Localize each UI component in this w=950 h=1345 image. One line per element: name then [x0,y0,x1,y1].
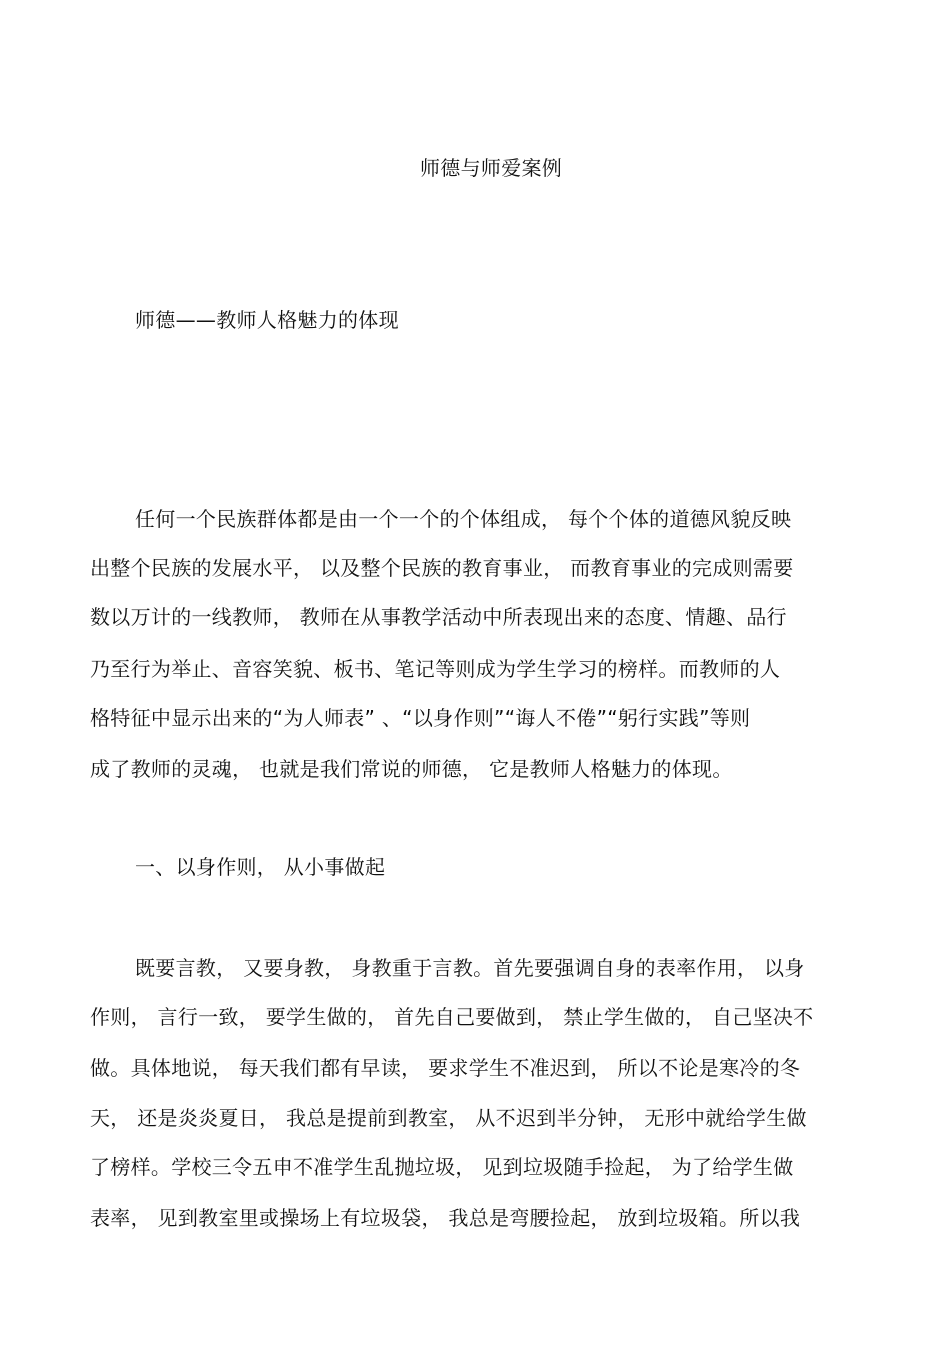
paragraph-line: 任何一个民族群体都是由一个一个的个体组成， 每个个体的道德风貌反映 [135,507,792,531]
paragraph-line: 了榜样。学校三令五申不准学生乱抛垃圾， 见到垃圾随手捡起， 为了给学生做 [90,1155,794,1179]
document-title: 师德与师爱案例 [420,156,563,180]
paragraph-line: 格特征中显示出来的“为人师表” 、“以身作则”“诲人不倦”“躬行实践”等则 [90,706,751,730]
paragraph-line: 表率， 见到教室里或操场上有垃圾袋， 我总是弯腰捡起， 放到垃圾箱。所以我 [90,1206,801,1230]
paragraph-line: 出整个民族的发展水平， 以及整个民族的教育事业， 而教育事业的完成则需要 [90,556,794,580]
section-heading: 一、以身作则， 从小事做起 [135,855,386,879]
paragraph-line: 数以万计的一线教师， 教师在从事教学活动中所表现出来的态度、情趣、品行 [90,605,787,629]
document-subtitle: 师德——教师人格魅力的体现 [135,308,399,332]
paragraph-line: 作则， 言行一致， 要学生做的， 首先自己要做到， 禁止学生做的， 自己坚决不 [90,1005,814,1029]
paragraph-line: 既要言教， 又要身教， 身教重于言教。首先要强调自身的表率作用， 以身 [135,956,805,980]
paragraph-line: 做。具体地说， 每天我们都有早读， 要求学生不准迟到， 所以不论是寒冷的冬 [90,1056,801,1080]
paragraph-line: 成了教师的灵魂， 也就是我们常说的师德， 它是教师人格魅力的体现。 [90,757,733,781]
paragraph-line: 乃至行为举止、音容笑貌、板书、笔记等则成为学生学习的榜样。而教师的人 [90,657,781,681]
paragraph-line: 天， 还是炎炎夏日， 我总是提前到教室， 从不迟到半分钟， 无形中就给学生做 [90,1106,807,1130]
